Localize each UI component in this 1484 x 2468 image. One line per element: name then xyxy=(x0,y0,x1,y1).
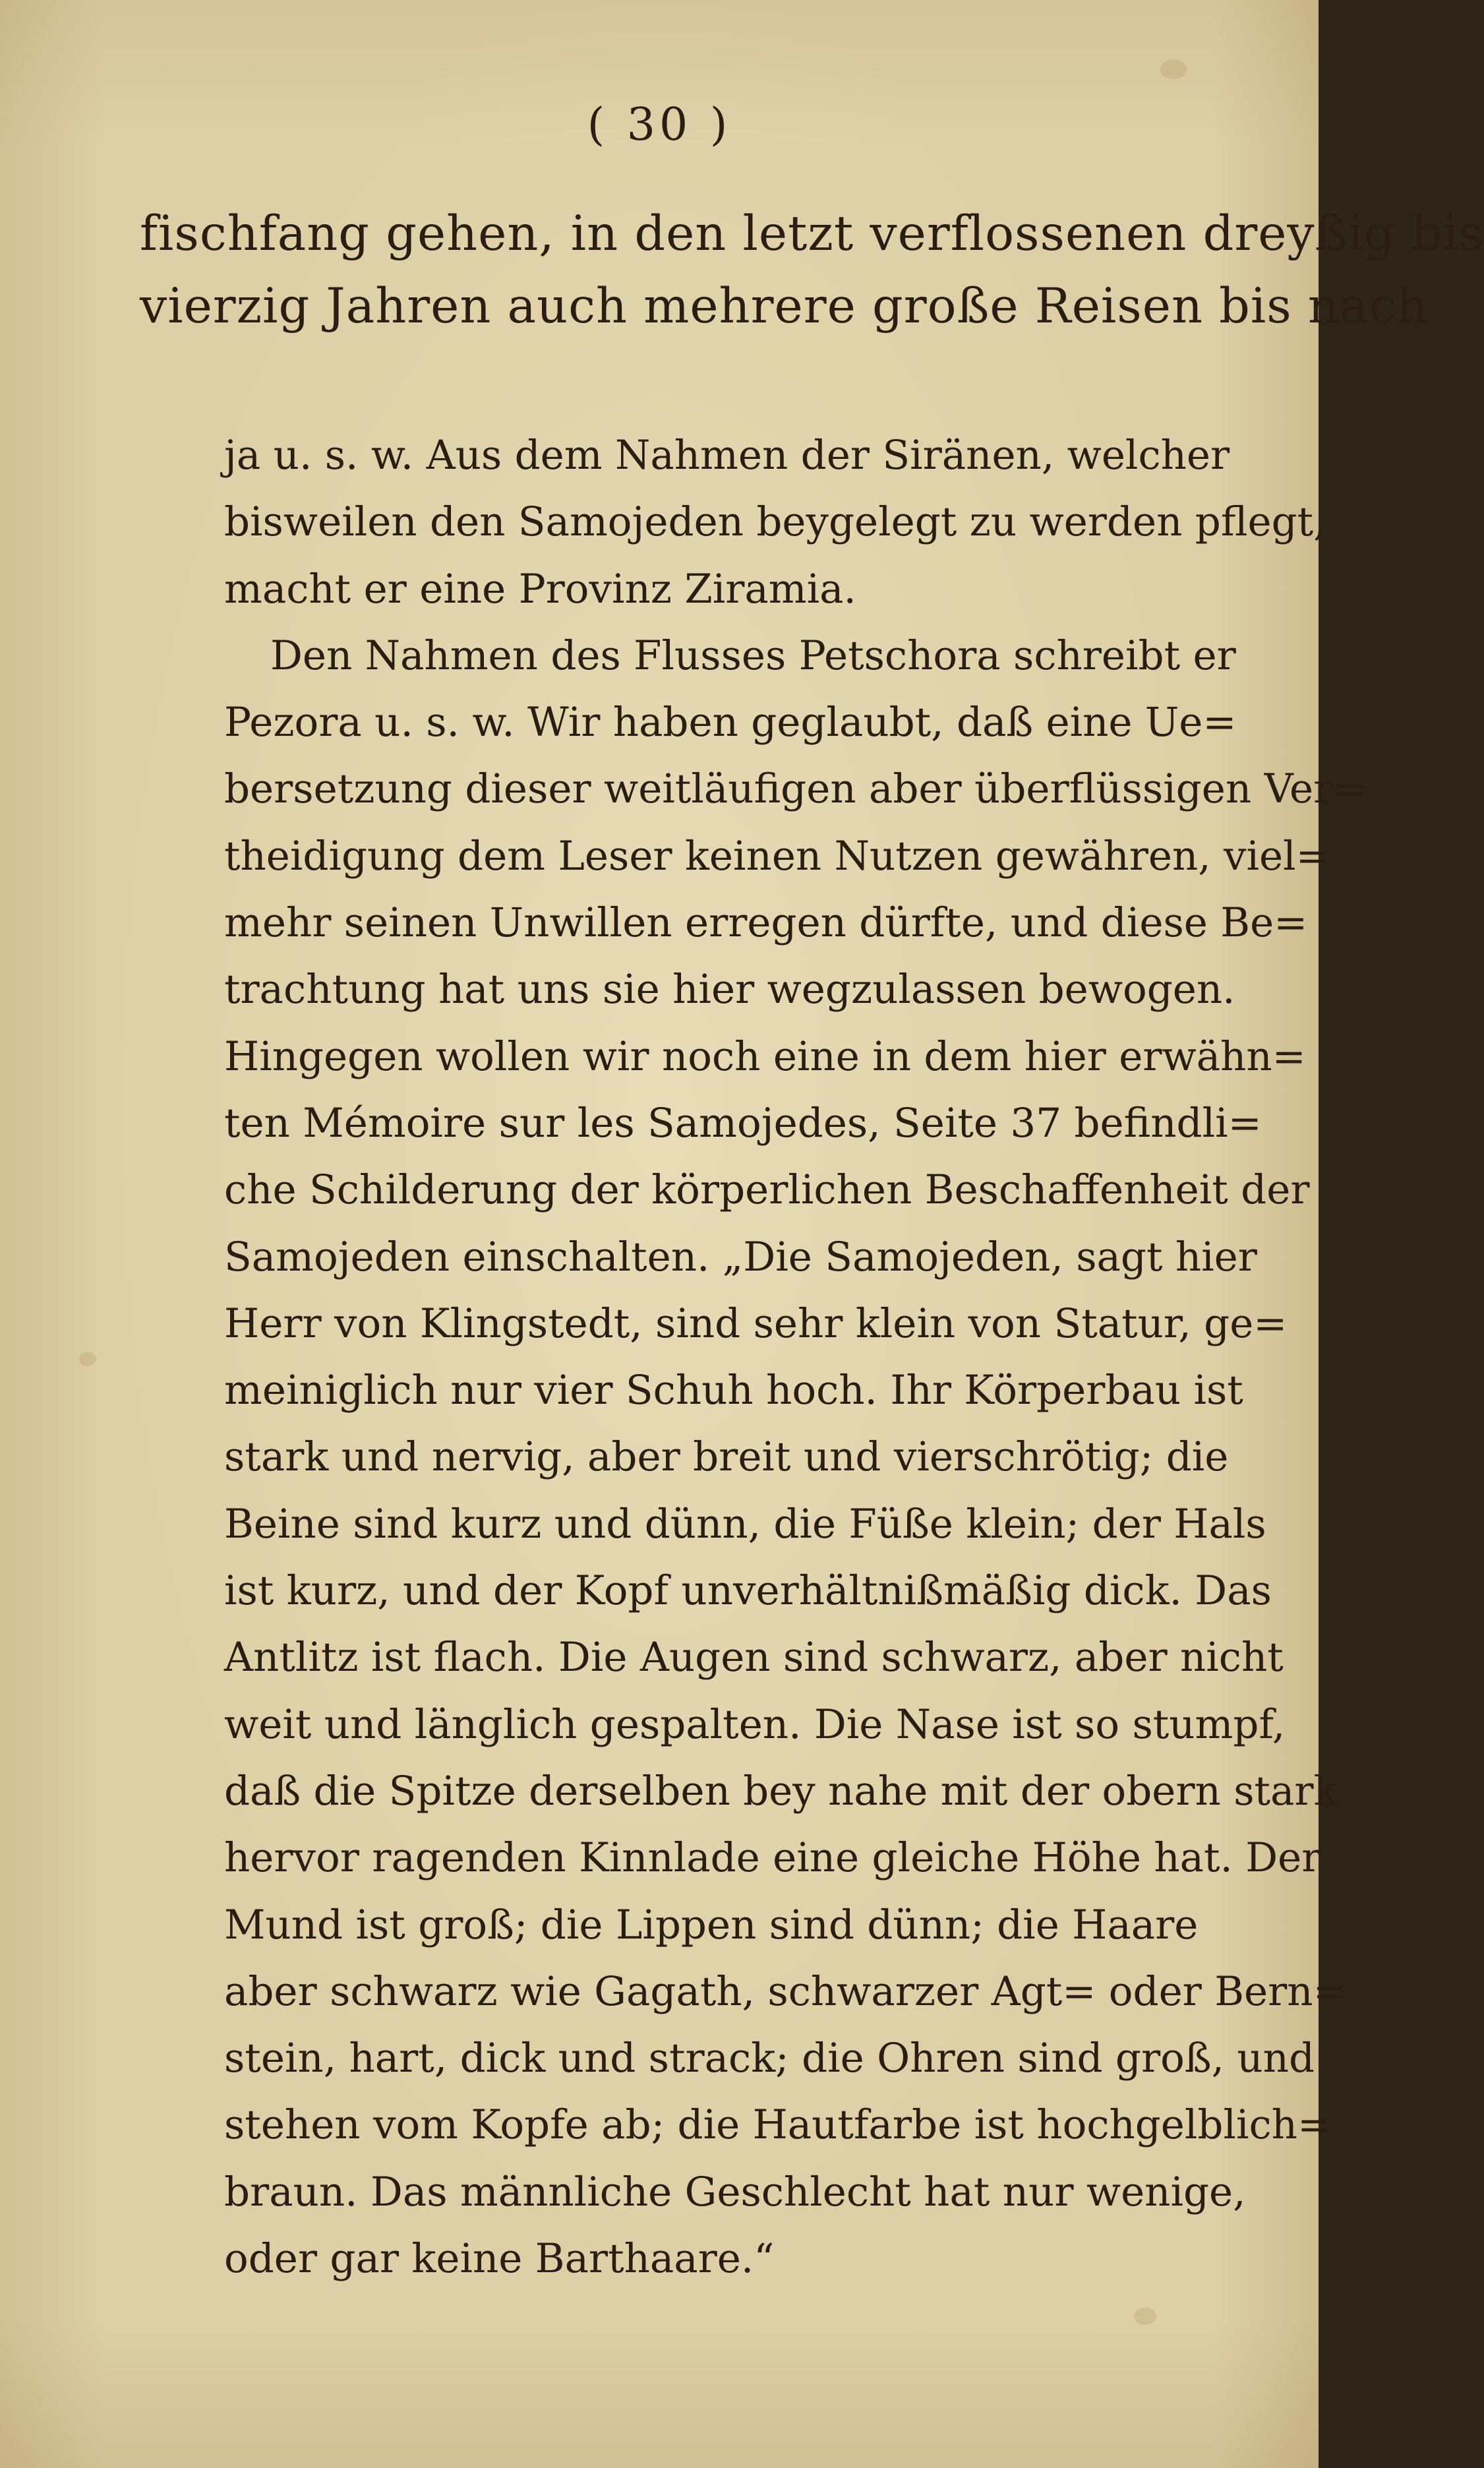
text-line: oder gar keine Barthaare.“ xyxy=(224,2235,775,2283)
text-line: Pezora u. s. w. Wir haben geglaubt, daß eine Ue= xyxy=(224,699,1237,746)
text-line: ja u. s. w. Aus dem Nahmen der Siränen, welcher xyxy=(224,432,1230,479)
text-line: trachtung hat uns sie hier wegzulassen bewogen. xyxy=(224,966,1235,1013)
text-line: Beine sind kurz und dünn, die Füße klein; der Hals xyxy=(224,1500,1266,1548)
text-line: Den Nahmen des Flusses Petschora schreibt er xyxy=(270,632,1236,679)
text-line: che Schilderung der körperlichen Beschaffenheit der xyxy=(224,1166,1310,1214)
main-text xyxy=(224,422,1367,2292)
text-line: stein, hart, dick und strack; die Ohren sind groß, und xyxy=(224,2035,1315,2082)
page-number: ( 30 ) xyxy=(587,99,732,151)
top-paragraph xyxy=(140,198,1484,343)
text-line: meiniglich nur vier Schuh hoch. Ihr Körperbau ist xyxy=(224,1367,1243,1414)
text-line: macht er eine Provinz Ziramia. xyxy=(224,565,856,613)
text-line: ten Mémoire sur les Samojedes, Seite 37 befindli= xyxy=(224,1099,1262,1147)
text-line: bersetzung dieser weitläufigen aber überflüssigen Ver= xyxy=(224,766,1367,813)
text-line: Samojeden einschalten. „Die Samojeden, sagt hier xyxy=(224,1233,1257,1280)
text-line: weit und länglich gespalten. Die Nase ist so stumpf, xyxy=(224,1701,1286,1748)
text-line: braun. Das männliche Geschlecht hat nur wenige, xyxy=(224,2168,1246,2215)
text-line: fischfang gehen, in den letzt verflossenen dreyßig bis xyxy=(140,206,1484,262)
paper-stain xyxy=(79,1352,96,1366)
text-line: aber schwarz wie Gagath, schwarzer Agt= oder Bern= xyxy=(224,1968,1347,2015)
text-line: Antlitz ist flach. Die Augen sind schwarz, aber nicht xyxy=(224,1634,1284,1681)
text-line: ist kurz, und der Kopf unverhältnißmäßig dick. Das xyxy=(224,1567,1272,1615)
text-line: stehen vom Kopfe ab; die Hautfarbe ist hochgelblich= xyxy=(224,2101,1332,2149)
text-line: bisweilen den Samojeden beygelegt zu werden pflegt, xyxy=(224,498,1326,546)
text-line: hervor ragenden Kinnlade eine gleiche Höhe hat. Der xyxy=(224,1834,1321,1882)
text-line: daß die Spitze derselben bey nahe mit der obern stark xyxy=(224,1767,1338,1815)
paper-stain xyxy=(1134,2308,1156,2325)
text-line: Mund ist groß; die Lippen sind dünn; die Haare xyxy=(224,1901,1199,1948)
text-line: stark und nervig, aber breit und vierschrötig; die xyxy=(224,1433,1229,1481)
text-line: mehr seinen Unwillen erregen dürfte, und diese Be= xyxy=(224,899,1308,947)
text-line: Hingegen wollen wir noch eine in dem hier erwähn= xyxy=(224,1033,1306,1080)
paper-stain xyxy=(1160,59,1187,79)
text-line: theidigung dem Leser keinen Nutzen gewähren, viel= xyxy=(224,832,1330,880)
text-line: Herr von Klingstedt, sind sehr klein von Statur, ge= xyxy=(224,1300,1288,1347)
text-line: vierzig Jahren auch mehrere große Reisen bis nach xyxy=(140,278,1429,334)
